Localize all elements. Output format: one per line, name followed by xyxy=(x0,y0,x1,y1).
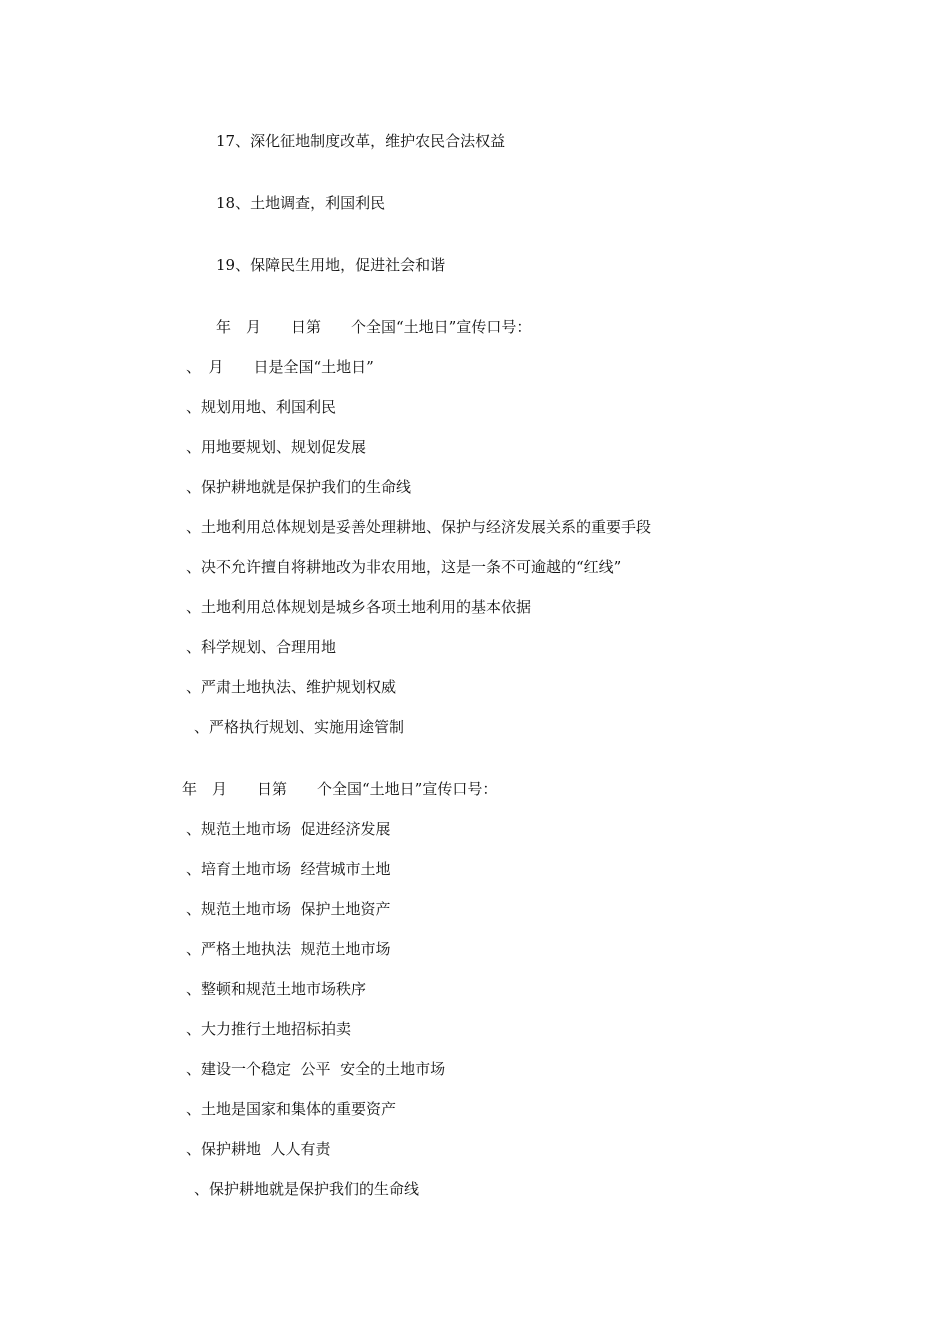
section2-item: 、保护耕地就是保护我们的生命线 xyxy=(194,1180,420,1198)
section2-heading: 年 月 日第 个全国“土地日”宣传口号： xyxy=(182,780,498,798)
slogan-18: 18、土地调查，利国利民 xyxy=(216,194,386,212)
section1-item: 、科学规划、合理用地 xyxy=(186,638,337,656)
section1-item: 、保护耕地就是保护我们的生命线 xyxy=(186,478,412,496)
section2-item: 、建设一个稳定 公平 安全的土地市场 xyxy=(186,1060,446,1078)
section2-item: 、严格土地执法 规范土地市场 xyxy=(186,940,391,958)
section1-item: 、决不允许擅自将耕地改为非农用地，这是一条不可逾越的“红线” xyxy=(186,558,622,576)
section1-item: 、土地利用总体规划是城乡各项土地利用的基本依据 xyxy=(186,598,532,616)
section2-item: 、规范土地市场 保护土地资产 xyxy=(186,900,391,918)
slogan-17: 17、深化征地制度改革，维护农民合法权益 xyxy=(216,132,506,150)
section1-item: 、用地要规划、规划促发展 xyxy=(186,438,367,456)
section2-item: 、规范土地市场 促进经济发展 xyxy=(186,820,391,838)
section2-item: 、大力推行土地招标拍卖 xyxy=(186,1020,352,1038)
section1-item: 、土地利用总体规划是妥善处理耕地、保护与经济发展关系的重要手段 xyxy=(186,518,652,536)
section1-item: 、严肃土地执法、维护规划权威 xyxy=(186,678,397,696)
section1-item: 、规划用地、利国利民 xyxy=(186,398,337,416)
section2-item: 、保护耕地 人人有责 xyxy=(186,1140,331,1158)
section2-item: 、整顿和规范土地市场秩序 xyxy=(186,980,367,998)
section2-item: 、培育土地市场 经营城市土地 xyxy=(186,860,391,878)
section1-heading: 年 月 日第 个全国“土地日”宣传口号： xyxy=(216,318,532,336)
section1-item: 、严格执行规划、实施用途管制 xyxy=(194,718,405,736)
section2-item: 、土地是国家和集体的重要资产 xyxy=(186,1100,397,1118)
section1-intro: 、 月 日是全国“土地日” xyxy=(186,358,374,376)
slogan-19: 19、保障民生用地，促进社会和谐 xyxy=(216,256,446,274)
